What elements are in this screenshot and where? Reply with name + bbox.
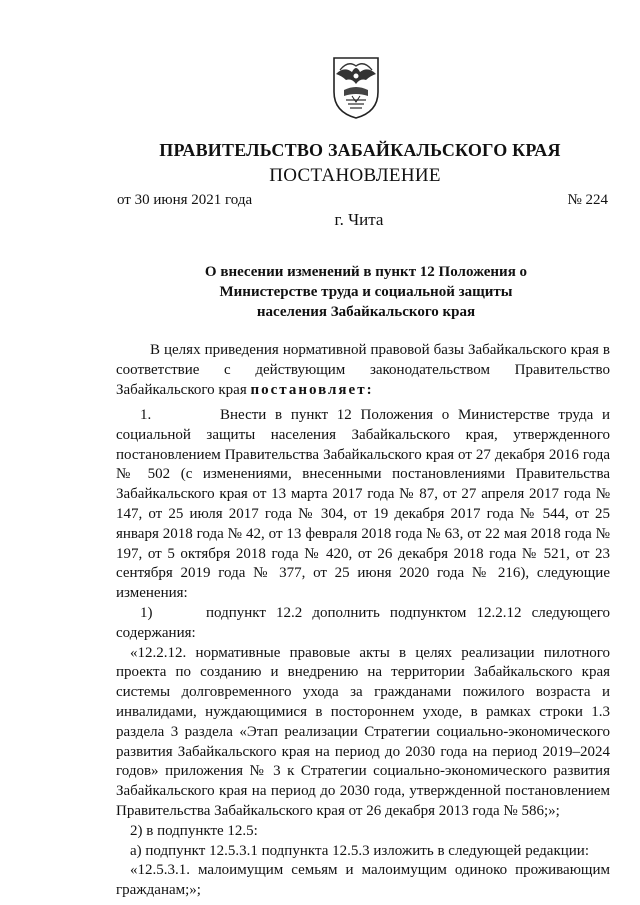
document-subject [190, 262, 542, 322]
subject-line: Министерстве труда и социальной защиты [219, 284, 513, 300]
quote-12-2-12: «12.2.12. нормативные правовые акты в целях реализации пилотного проекта по созданию и внедрению на территории Забайкальского края системы долговременного ухода за гражданами пожилого возраста и инвалидами, нуждающимися в постороннем уходе, в рамках строки 1.3 раздела 3 раздела «Этап реализации Стратегии социально-экономического развития Забайкальского края на период до 2030 года на период 2019–2024 годов» приложения № 3 к Стратегии социально-экономического развития Забайкальского края на период до 2030 года, утвержденной постановлением Правительства Забайкальского края от 26 декабря 2013 года № 586;»; [116, 644, 610, 819]
item-1 [116, 406, 610, 604]
subject-line: О внесении изменений в пункт 12 Положения о [204, 264, 528, 280]
subject-line: населения Забайкальского края [256, 304, 476, 320]
zabaikalsky-krai-coat-of-arms-icon [330, 56, 382, 120]
resolution-items [116, 406, 610, 901]
preamble [116, 341, 610, 400]
subitem-number: 1) [140, 604, 153, 621]
subitem-1 [116, 604, 610, 644]
item-number: 1. [140, 407, 152, 423]
document-date: от 30 июня 2021 года [117, 192, 253, 208]
subitem-2: 2) в подпункте 12.5: [130, 822, 258, 839]
preamble-text: В целях приведения нормативной правовой базы Забайкальского края в соответствие с действующим законодательством Правительство Забайкальского края [116, 342, 610, 398]
quote-12-5-3-1: «12.5.3.1. малоимущим семьям и малоимущим одиноко проживающим гражданам;»; [116, 862, 610, 899]
item-text: Внести в пункт 12 Положения о Министерстве труда и социальной защиты населения Забайкальского края, утвержденного постановлением Правительства Забайкальского края от 27 декабря 2016 года № 502 (с изменениями, внесенными постановлениями Правительства Забайкальского края от 13 марта 2017 года № 87, от 27 апреля 2017 года № 147, от 25 июля 2017 года № 304, от 19 декабря 2017 года № 544, от 25 января 2018 года № 42, от 13 февраля 2018 года № 63, от 22 мая 2018 года № 197, от 5 октября 2018 года № 420, от 26 декабря 2018 года № 521, от 23 сентября 2019 года № 377, от 25 июня 2020 года № 216), следующие изменения: [116, 407, 610, 602]
document-city: г. Чита [334, 210, 384, 229]
resolves-word: постановляет: [250, 381, 374, 398]
document-number: № 224 [567, 192, 608, 208]
subitem-text: подпункт 12.2 дополнить подпунктом 12.2.12 следующего содержания: [116, 604, 610, 641]
document-type: ПОСТАНОВЛЕНИЕ [269, 165, 441, 186]
government-title: ПРАВИТЕЛЬСТВО ЗАБАЙКАЛЬСКОГО КРАЯ [159, 140, 561, 160]
subitem-2a: а) подпункт 12.5.3.1 подпункта 12.5.3 изложить в следующей редакции: [130, 842, 589, 859]
